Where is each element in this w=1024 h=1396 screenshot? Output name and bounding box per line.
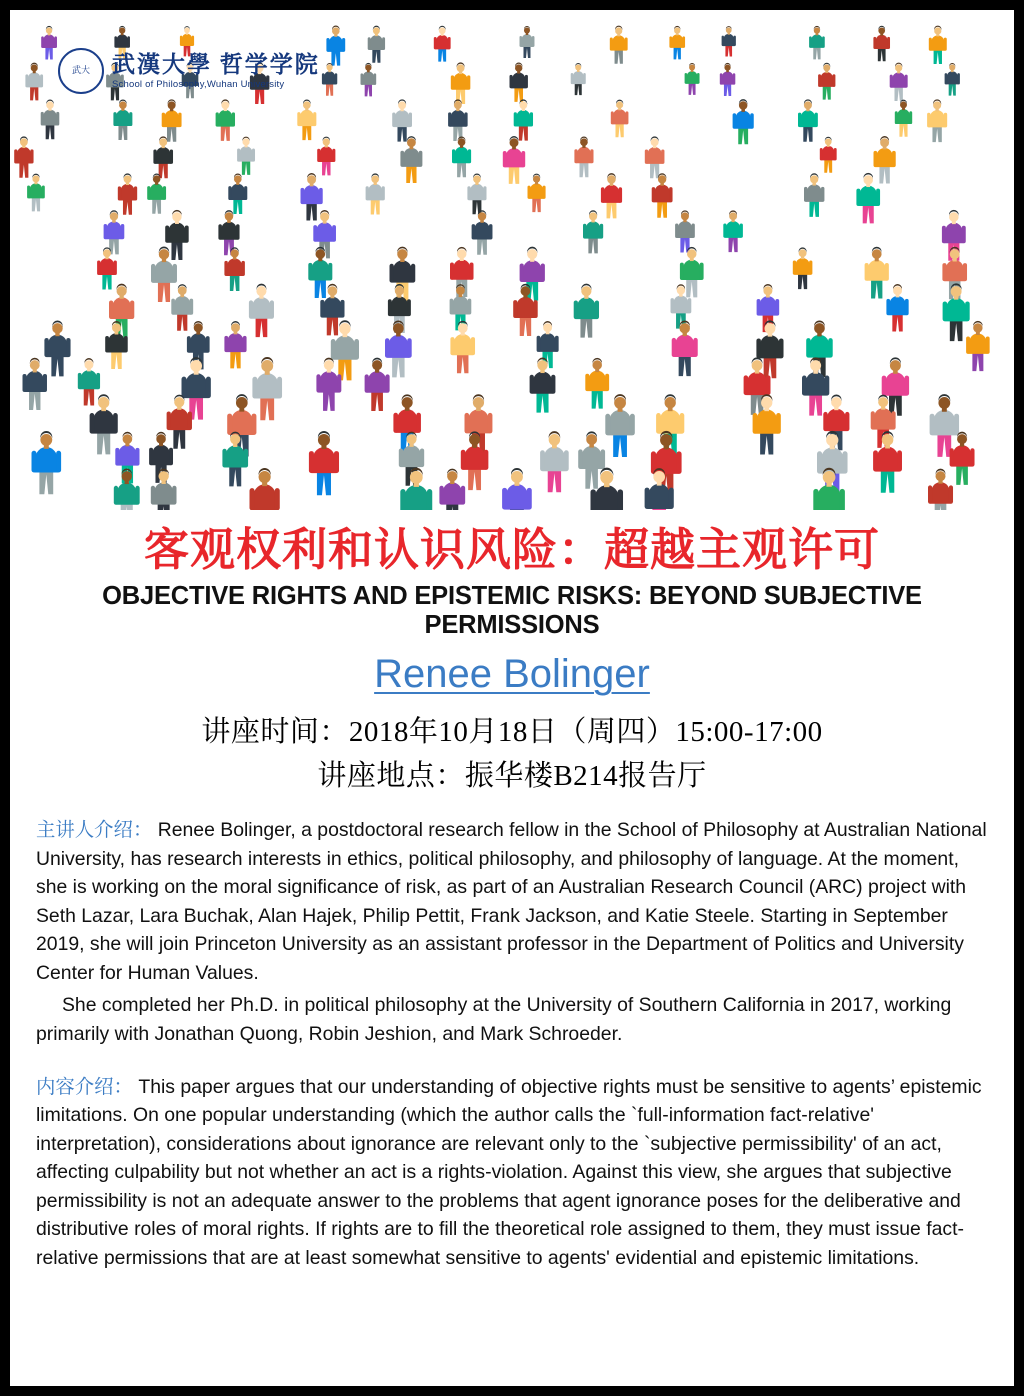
page-title-english: OBJECTIVE RIGHTS AND EPISTEMIC RISKS: BEYOND SUBJECTIVE PERMISSIONS bbox=[102, 581, 922, 640]
abstract-paragraph bbox=[36, 1073, 988, 1273]
logo-english-name: School of Philosophy,Wuhan University bbox=[112, 78, 285, 90]
logo-chinese-name: 武漢大學 哲学学院 bbox=[112, 52, 320, 78]
speaker-bio-label: 主讲人介绍： bbox=[36, 819, 153, 842]
poster-content bbox=[10, 524, 1014, 1272]
speaker-bio-paragraph bbox=[36, 816, 988, 987]
abstract-label: 内容介绍： bbox=[36, 1075, 133, 1098]
logo-seal-text: 武大 bbox=[71, 65, 90, 76]
page-title-chinese: 客观权利和认识风险：超越主观许可 bbox=[143, 524, 880, 575]
crowd-illustration bbox=[10, 10, 1014, 510]
speaker-bio-text: Renee Bolinger, a postdoctoral research fellow in the School of Philosophy at Australian National University, has research interests in ethics, political philosophy, and philosophy of language. At the moment, she is working on the moral significance of risk, as part of an Australian Research Council (ARC) project with Seth Lazar, Lara Buchak, Alan Hajek, Philip Pettit, Frank Jackson, and Katie Steele. Starting in September 2019, she will join Princeton University as an assistant professor in the Department of Politics and University Center for Human Values. bbox=[36, 819, 987, 984]
event-location: 讲座地点：振华楼B214报告厅 bbox=[317, 759, 707, 792]
event-time: 讲座时间：2018年10月18日（周四）15:00-17:00 bbox=[201, 716, 823, 749]
speaker-bio-paragraph-2: She completed her Ph.D. in political philosophy at the University of Southern California in 2017, working primarily with Jonathan Quong, Robin Jeshion, and Mark Schroeder. bbox=[36, 994, 952, 1045]
speaker-name-block bbox=[36, 652, 988, 697]
logo-text-block bbox=[112, 52, 320, 89]
logo-seal-icon bbox=[58, 48, 104, 94]
speaker-name-link[interactable]: Renee Bolinger bbox=[374, 652, 650, 697]
section-divider bbox=[36, 1053, 988, 1073]
university-logo bbox=[58, 48, 320, 94]
event-meta bbox=[36, 711, 988, 798]
abstract-text: This paper argues that our understanding of objective rights must be sensitive to agents’ epistemic limitations. On one popular understanding (which the author calls the `full-information fact-relative' interpretation), considerations about ignorance are relevant only to the `subjective permissibility' of an act, affecting culpability but not whether an act is a rights-violation. Against this view, she argues that subjective permissibility is not an adequate answer to the problems that agent ignorance poses for the deliberative and distributive roles of moral rights. If rights are to fill the theoretical role assigned to them, they must issue fact-relative permissions that are at least somewhat sensitive to agents' evidential and epistemic limitations. bbox=[36, 1075, 982, 1269]
